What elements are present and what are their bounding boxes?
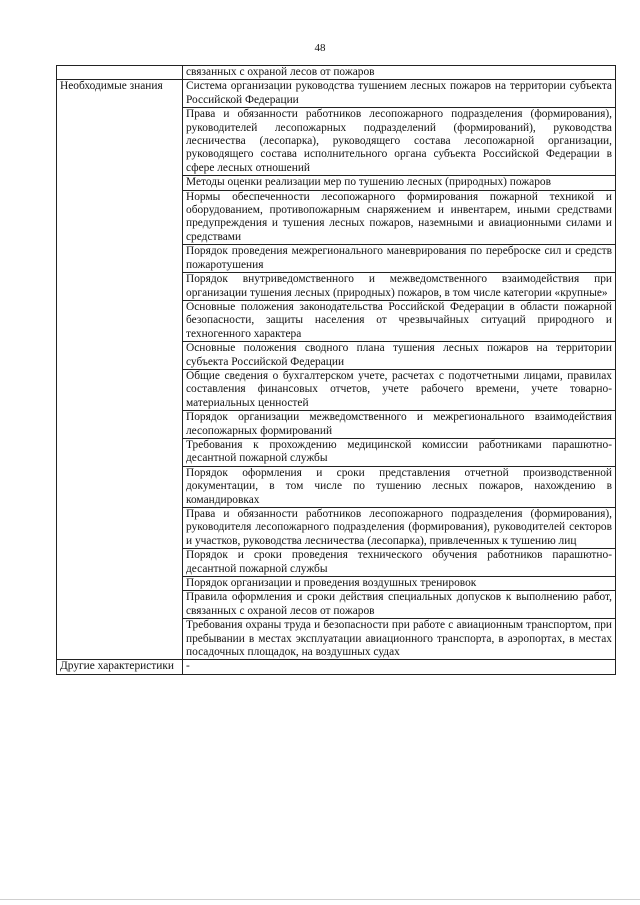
row-content-cell <box>183 660 616 674</box>
table-row <box>57 80 616 660</box>
list-item: Порядок оформления и сроки представления отчетной производственной документации, в том числе по тушению лесных пожаров, нахождению в командировках <box>183 466 615 507</box>
list-item: Порядок проведения межрегионального маневрирования по переброске сил и средств пожаротушения <box>183 244 615 272</box>
table-row <box>57 66 616 80</box>
list-item: Права и обязанности работников лесопожарного подразделения (формирования), руководителей лесопожарных подразделений (формирований), руководства лесничества (лесопарка), руководящего состава лесопожарной организации, руководящего состава исполнительного органа субъекта Российской Федерации в сфере лесных отношений <box>183 107 615 175</box>
list-item: Порядок внутриведомственного и межведомственного взаимодействия при организации тушения лесных (природных) пожаров, в том числе категории «крупные» <box>183 272 615 300</box>
row-content-cell <box>183 80 616 660</box>
list-item: Порядок организации и проведения воздушных тренировок <box>183 576 615 590</box>
page-number: 48 <box>314 42 326 54</box>
list-item: Основные положения законодательства Российской Федерации в области пожарной безопасности, защиты населения от чрезвычайных ситуаций природного и техногенного характера <box>183 300 615 341</box>
list-item: Порядок организации межведомственного и межрегионального взаимодействия лесопожарных формирований <box>183 410 615 438</box>
list-item: связанных с охраной лесов от пожаров <box>186 66 375 78</box>
list-item: Требования к прохождению медицинской комиссии работниками парашютно-десантной пожарной службы <box>183 438 615 466</box>
list-item: Общие сведения о бухгалтерском учете, расчетах с подотчетными лицами, правилах составления финансовых отчетов, учете рабочего времени, учете товарно-материальных ценностей <box>183 369 615 410</box>
list-item: Нормы обеспеченности лесопожарного формирования пожарной техникой и оборудованием, противопожарным снаряжением и инвентарем, иными средствами предупреждения и тушения лесных пожаров, наземными и авиационными силами и средствами <box>183 190 615 245</box>
list-item: Порядок и сроки проведения технического обучения работников парашютно-десантной пожарной службы <box>183 548 615 576</box>
list-item: Система организации руководства тушением лесных пожаров на территории субъекта Российской Федерации <box>186 80 612 106</box>
page-bottom-edge <box>0 899 640 900</box>
list-item: Основные положения сводного плана тушения лесных пожаров на территории субъекта Российской Федерации <box>183 341 615 369</box>
row-label-cell <box>57 66 183 80</box>
row-label-cell: Другие характеристики <box>57 660 183 674</box>
list-item: Методы оценки реализации мер по тушению лесных (природных) пожаров <box>183 175 615 189</box>
row-content-cell <box>183 66 616 80</box>
list-item: Права и обязанности работников лесопожарного подразделения (формирования), руководителя лесопожарного подразделения (формирования), руководителей секторов и участков, руководства лесничества (лесопарка), привлеченных к тушению лиц <box>183 507 615 548</box>
table-row <box>57 660 616 674</box>
knowledge-table <box>56 65 616 675</box>
list-item: Требования охраны труда и безопасности при работе с авиационным транспортом, при пребывании в местах эксплуатации авиационного транспорта, в аэропортах, в местах посадочных площадок, на воздушных судах <box>183 618 615 659</box>
row-label-cell: Необходимые знания <box>57 80 183 660</box>
list-item: Правила оформления и сроки действия специальных допусков к выполнению работ, связанных с охраной лесов от пожаров <box>183 590 615 618</box>
list-item: - <box>186 660 190 673</box>
